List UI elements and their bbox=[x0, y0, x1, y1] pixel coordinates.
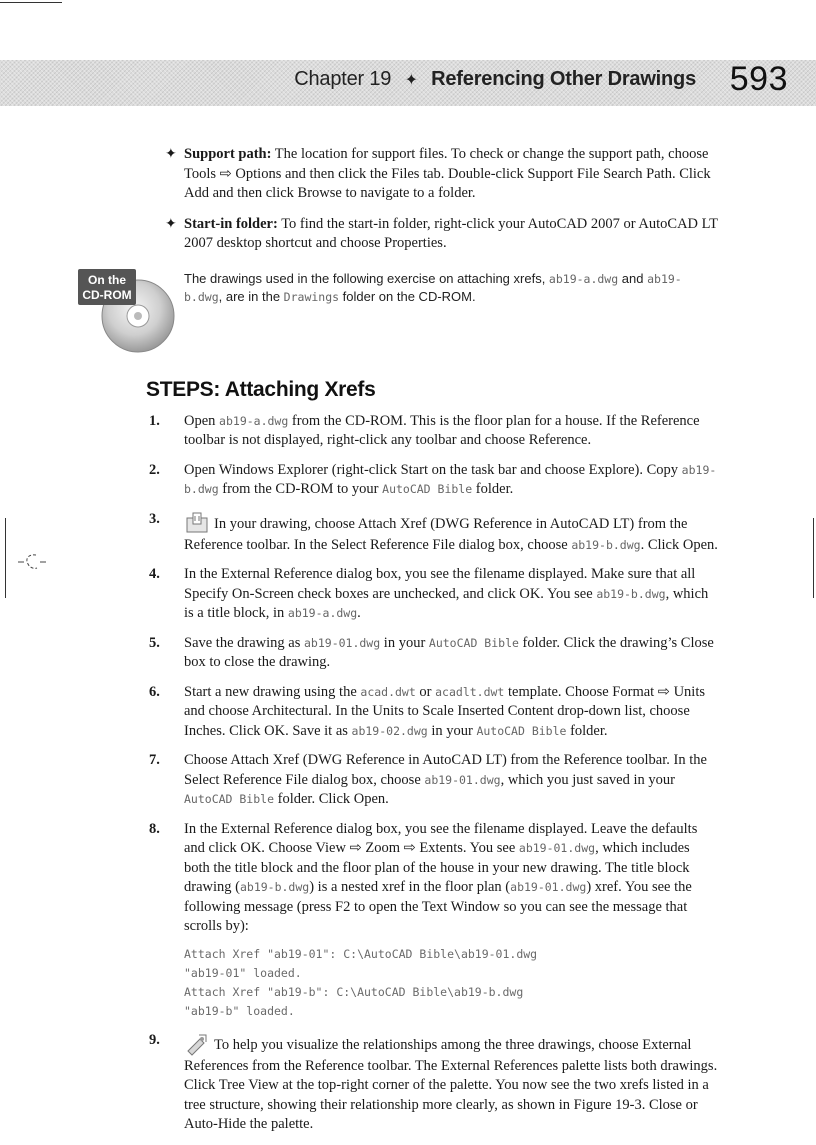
step-number: 6. bbox=[149, 683, 160, 700]
external-references-icon bbox=[184, 1031, 210, 1057]
filename: ab19-01.dwg bbox=[510, 880, 587, 894]
step-text: in your bbox=[427, 722, 477, 739]
running-header bbox=[0, 60, 816, 106]
bullet-diamond-icon: ✦ bbox=[165, 147, 177, 162]
cd-note-text: and bbox=[618, 270, 648, 286]
step-text: , which includes both the title block and the floor plan of the house in your new drawing. The title block drawing ( bbox=[184, 840, 690, 895]
filename: ab19-01.dwg bbox=[304, 635, 381, 650]
step-item bbox=[148, 634, 718, 673]
step-number: 4. bbox=[149, 566, 160, 582]
page-body bbox=[82, 145, 718, 1145]
step-number: 5. bbox=[149, 634, 160, 651]
step-text: Start a new drawing using the bbox=[184, 683, 361, 700]
bullet-support-path bbox=[148, 145, 718, 204]
filename: ab19-b.dwg bbox=[571, 537, 641, 552]
filename: ab19-02.dwg bbox=[351, 723, 428, 738]
step-item bbox=[148, 461, 718, 500]
steps-heading: STEPS: Attaching Xrefs bbox=[146, 377, 376, 401]
command-output bbox=[184, 945, 718, 1021]
step-text: . Click Open. bbox=[640, 536, 718, 553]
step-number: 9. bbox=[149, 1031, 160, 1048]
step-text: In the External Reference dialog box, you see the filename displayed. Make sure that all Specify On-Screen check boxes are unchecked, and click OK. You see bbox=[184, 566, 696, 602]
page-number: 593 bbox=[729, 60, 788, 98]
step-item bbox=[148, 412, 718, 451]
folder-name: AutoCAD Bible bbox=[476, 723, 567, 738]
folder-name: AutoCAD Bible bbox=[184, 792, 275, 806]
step-text: Choose Attach Xref (DWG Reference in AutoCAD LT) from the Reference toolbar. In the Select Reference File dialog box, choose bbox=[184, 752, 707, 788]
filename: ab19-01.dwg bbox=[424, 772, 501, 787]
filename: ab19-b.dwg bbox=[596, 586, 666, 601]
registration-mark-icon bbox=[14, 550, 50, 574]
step-number: 8. bbox=[149, 820, 160, 837]
step-item bbox=[148, 751, 718, 810]
step-text: or bbox=[415, 683, 436, 700]
step-text: ) is a nested xref in the floor plan ( bbox=[309, 879, 511, 895]
attach-xref-icon bbox=[184, 510, 210, 536]
header-separator-icon: ✦ bbox=[404, 72, 418, 89]
step-number: 3. bbox=[149, 510, 160, 527]
bullet-term: Support path: bbox=[184, 146, 272, 162]
step-text: ) xref. You see the following message (press F2 to open the Text Window so you can see the message that scrolls by): bbox=[184, 879, 692, 934]
cd-note-text: folder on the CD-ROM. bbox=[339, 289, 476, 304]
bullet-start-in-folder bbox=[148, 215, 718, 254]
folder-name: AutoCAD Bible bbox=[382, 482, 473, 496]
step-text: , which you just saved in your bbox=[500, 771, 675, 788]
folder-name: Drawings bbox=[283, 290, 340, 304]
step-text: folder. bbox=[472, 481, 514, 497]
code-line: Attach Xref "ab19-b": C:\AutoCAD Bible\ab19-b.dwg bbox=[184, 984, 524, 999]
code-line: "ab19-b" loaded. bbox=[184, 1003, 295, 1018]
cd-note-text: , are in the bbox=[218, 289, 284, 304]
margin-rule-left bbox=[5, 518, 6, 598]
step-text: from the CD-ROM. This is the floor plan for a house. If the Reference toolbar is not displayed, right-click any toolbar and choose Reference. bbox=[184, 412, 700, 448]
step-item bbox=[148, 683, 718, 742]
cd-note-text: The drawings used in the following exercise on attaching xrefs, bbox=[184, 270, 549, 286]
step-text: In the External Reference dialog box, you see the filename displayed. Leave the defaults and click OK. Choose View ⇨ Zoom ⇨ Extents. You see bbox=[184, 820, 698, 856]
step-text: folder. Click the drawing’s Close box to close the drawing. bbox=[184, 634, 714, 670]
filename: ab19-a.dwg bbox=[219, 413, 289, 428]
step-text: Save the drawing as bbox=[184, 634, 304, 651]
step-text: Open bbox=[184, 412, 220, 429]
step-text: from the CD-ROM to your bbox=[218, 481, 383, 497]
cd-badge-line1: On the bbox=[88, 272, 126, 287]
code-line: Attach Xref "ab19-01": C:\AutoCAD Bible\ab19-01.dwg bbox=[184, 946, 538, 961]
filename: ab19-b.dwg bbox=[184, 462, 717, 496]
filename: acad.dwt bbox=[360, 684, 416, 699]
filename: ab19-b.dwg bbox=[239, 880, 310, 894]
cd-badge-line2: CD-ROM bbox=[82, 287, 132, 302]
step-number: 2. bbox=[149, 461, 160, 478]
steps-list bbox=[148, 412, 718, 1135]
step-text: folder. Click Open. bbox=[274, 791, 389, 807]
step-text: Open Windows Explorer (right-click Start on the task bar and choose Explore). Copy bbox=[184, 461, 682, 478]
bullet-text: The location for support files. To check or change the support path, choose Tools ⇨ Options and then click the Files tab. Double-click Support File Search Path. Click Add and then click Browse to navigate to a folder. bbox=[184, 146, 711, 201]
step-item bbox=[148, 510, 718, 556]
bullet-text: To find the start-in folder, right-click your AutoCAD 2007 or AutoCAD LT 2007 desktop shortcut and choose Properties. bbox=[184, 215, 718, 251]
filename: ab19-01.dwg bbox=[518, 841, 596, 855]
chapter-label bbox=[294, 68, 696, 91]
step-number: 1. bbox=[149, 412, 160, 429]
code-line: "ab19-01" loaded. bbox=[184, 965, 302, 980]
step-item bbox=[148, 565, 718, 624]
margin-rule-right bbox=[813, 518, 814, 598]
step-text: folder. bbox=[566, 722, 608, 739]
step-text: In your drawing, choose Attach Xref (DWG Reference in AutoCAD LT) from the Reference toolbar. In the Select Reference File dialog box, choose bbox=[184, 515, 688, 553]
cd-rom-icon bbox=[76, 266, 176, 356]
bullet-diamond-icon: ✦ bbox=[165, 216, 177, 232]
step-text: . bbox=[357, 605, 361, 621]
crop-mark-top bbox=[0, 2, 62, 3]
chapter-title: Referencing Other Drawings bbox=[431, 68, 696, 90]
step-number: 7. bbox=[149, 752, 160, 768]
step-item bbox=[148, 820, 718, 1021]
filename: ab19-a.dwg bbox=[287, 606, 358, 620]
bullet-term: Start-in folder: bbox=[184, 215, 278, 232]
filename: ab19-b.dwg bbox=[184, 271, 682, 304]
step-text: To help you visualize the relationships among the three drawings, choose External References from the Reference toolbar. The External References palette lists both drawings. Click Tree View at the top-right corner of the palette. You now see the two xrefs listed in a tree structure, showing their relationship more clearly, as shown in Figure 19-3. Close or Auto-Hide the palette. bbox=[184, 1036, 718, 1132]
step-text: in your bbox=[380, 634, 429, 651]
filename: ab19-a.dwg bbox=[548, 271, 619, 286]
filename: acadlt.dwt bbox=[435, 684, 505, 699]
step-text: template. Choose Format ⇨ Units and choose Architectural. In the Units to Scale Inserted Content drop-down list, choose Inches. Click OK. Save it as bbox=[184, 683, 706, 739]
cd-rom-note bbox=[82, 270, 718, 360]
step-text: , which is a title block, in bbox=[184, 585, 709, 621]
folder-name: AutoCAD Bible bbox=[428, 635, 519, 650]
step-item bbox=[148, 1031, 718, 1135]
chapter-number: Chapter 19 bbox=[294, 68, 392, 90]
